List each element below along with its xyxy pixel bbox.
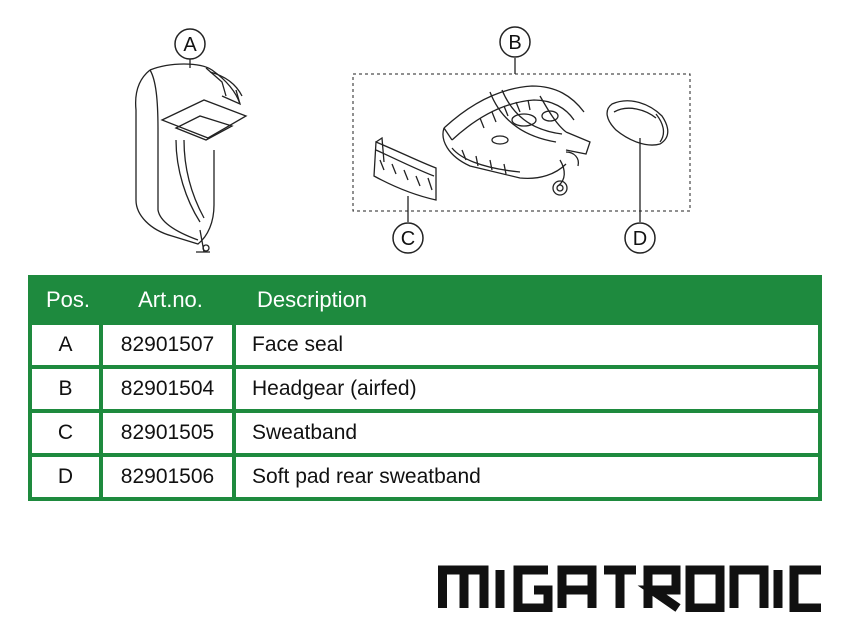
cell-pos: A bbox=[32, 325, 99, 365]
cell-description: Face seal bbox=[236, 325, 818, 365]
headgear-drawing bbox=[443, 86, 590, 195]
soft-pad-drawing bbox=[607, 101, 668, 145]
svg-text:C: C bbox=[400, 228, 416, 250]
cell-art-no: 82901507 bbox=[103, 325, 232, 365]
cell-art-no: 82901505 bbox=[103, 413, 232, 453]
svg-text:A: A bbox=[183, 34, 197, 56]
svg-text:D: D bbox=[632, 228, 648, 250]
sweatband-drawing bbox=[374, 138, 436, 200]
table-row bbox=[32, 457, 818, 497]
table-row bbox=[32, 369, 818, 409]
callout-a bbox=[175, 29, 205, 59]
cell-description: Headgear (airfed) bbox=[236, 369, 818, 409]
table-row bbox=[32, 325, 818, 365]
cell-pos: B bbox=[32, 369, 99, 409]
header-art-no: Art.no. bbox=[138, 287, 203, 312]
cell-pos: C bbox=[32, 413, 99, 453]
parts-table bbox=[28, 275, 822, 501]
header-pos: Pos. bbox=[45, 287, 91, 312]
migatronic-logo bbox=[438, 560, 824, 612]
cell-art-no: 82901506 bbox=[103, 457, 232, 497]
header-description: Description bbox=[257, 287, 368, 312]
cell-art-no: 82901504 bbox=[103, 369, 232, 409]
callout-d bbox=[625, 223, 655, 253]
parts-illustration bbox=[0, 0, 852, 270]
callout-b bbox=[500, 27, 530, 57]
face-seal-drawing bbox=[136, 64, 246, 252]
cell-description: Soft pad rear sweatband bbox=[236, 457, 818, 497]
cell-pos: D bbox=[32, 457, 99, 497]
svg-text:B: B bbox=[508, 32, 522, 54]
table-row bbox=[32, 413, 818, 453]
callout-c bbox=[393, 223, 423, 253]
cell-description: Sweatband bbox=[236, 413, 818, 453]
table-header bbox=[32, 279, 818, 321]
